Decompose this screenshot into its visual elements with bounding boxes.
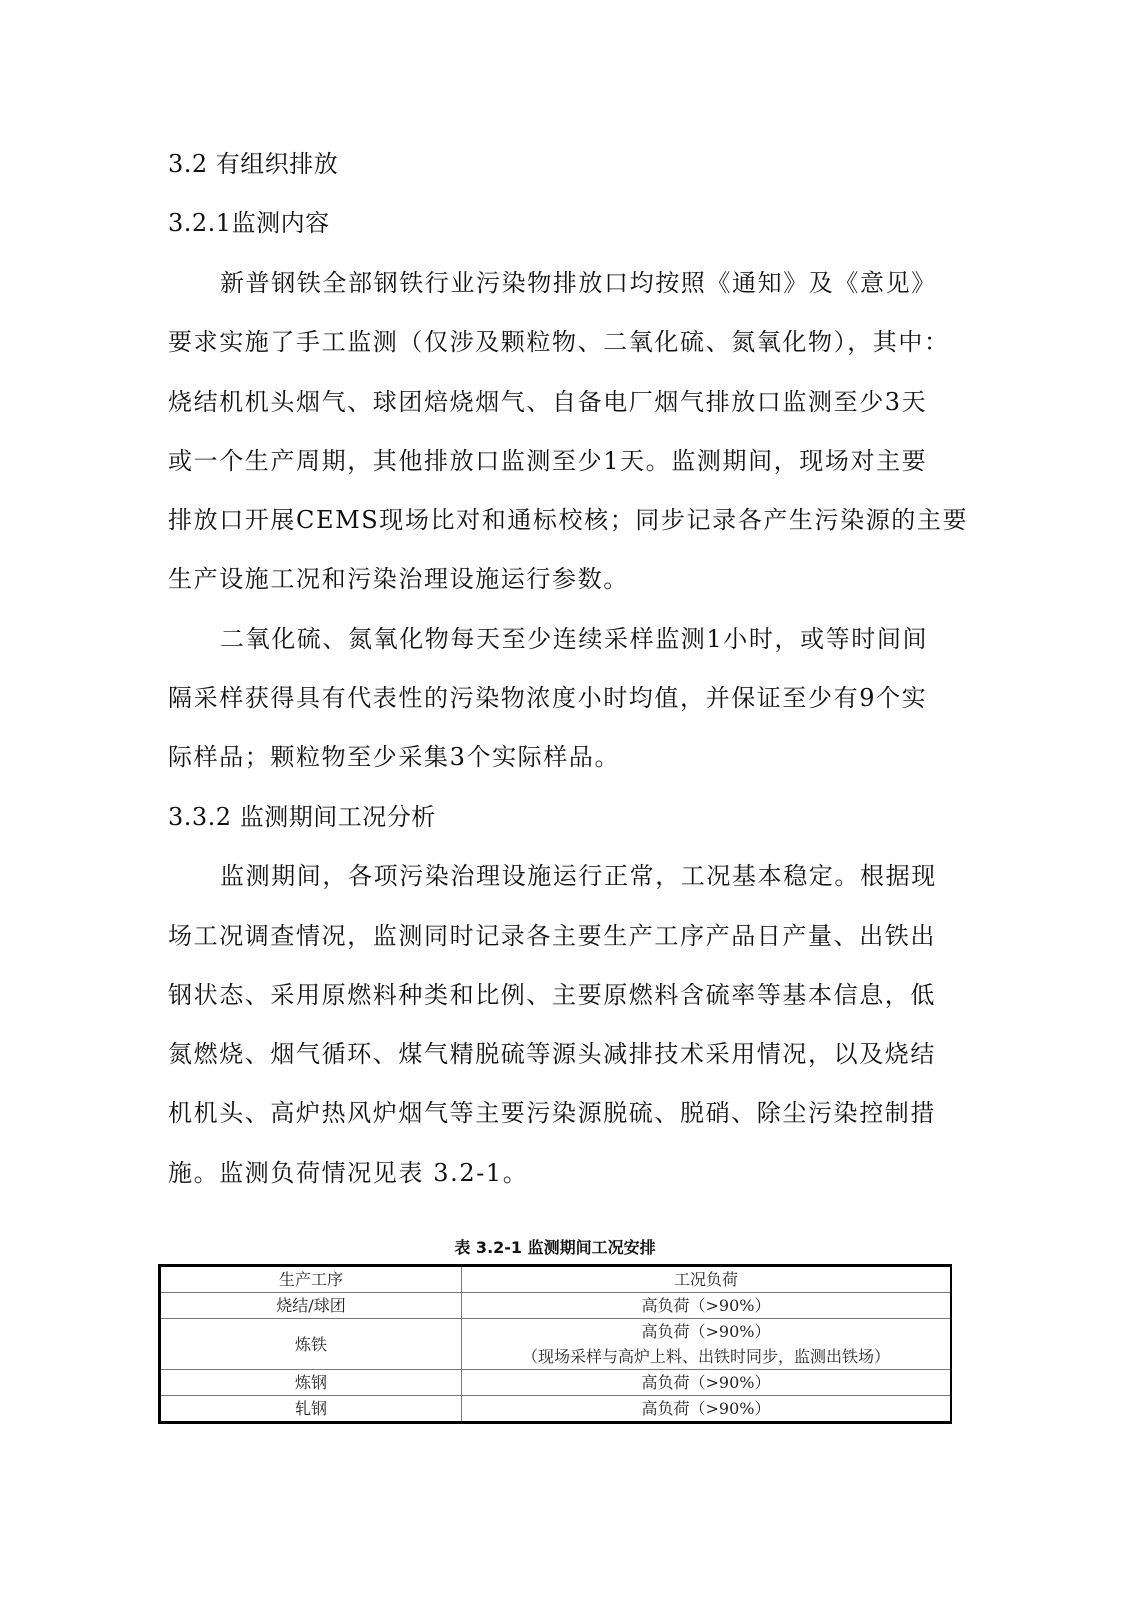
subsection-heading-monitoring-content: 3.2.1监测内容 [168,209,330,237]
paragraph-line: 际样品；颗粒物至少采集3个实际样品。 [168,743,621,771]
table-header-row [160,1266,952,1293]
paragraph-line: 二氧化硫、氮氧化物每天至少连续采样监测1小时，或等时间间 [220,625,929,653]
paragraph-line: 机机头、高炉热风炉烟气等主要污染源脱硫、脱硝、除尘污染控制措 [168,1099,936,1127]
cell-load-with-note [462,1319,952,1370]
cell-process: 烧结/球团 [160,1293,462,1319]
paragraph-line: 氮燃烧、烟气循环、煤气精脱硫等源头减排技术采用情况，以及烧结 [168,1040,936,1068]
table-caption: 表 3.2-1 监测期间工况安排 [454,1238,656,1257]
cell-process: 炼铁 [160,1319,462,1370]
cell-process: 炼钢 [160,1370,462,1396]
table-row [160,1319,952,1370]
header-process: 生产工序 [160,1266,462,1293]
paragraph-line: 隔采样获得具有代表性的污染物浓度小时均值，并保证至少有9个实 [168,684,928,712]
paragraph-line: 场工况调查情况，监测同时记录各主要生产工序产品日产量、出铁出 [168,922,936,950]
table-row [160,1370,952,1396]
section-heading: 3.2 有组织排放 [168,150,339,178]
table-row [160,1396,952,1423]
cell-load: 高负荷（>90%） [462,1293,952,1319]
cell-note: （现场采样与高炉上料、出铁时同步，监测出铁场） [521,1347,890,1366]
paragraph-line: 或一个生产周期，其他排放口监测至少1天。监测期间，现场对主要 [168,447,928,475]
paragraph-line: 新普钢铁全部钢铁行业污染物排放口均按照《通知》及《意见》 [220,269,937,297]
paragraph-line: 要求实施了手工监测（仅涉及颗粒物、二氧化硫、氮氧化物），其中： [168,328,950,356]
working-condition-table [158,1264,952,1424]
paragraph-line: 钢状态、采用原燃料种类和比例、主要原燃料含硫率等基本信息，低 [168,981,936,1009]
header-load: 工况负荷 [462,1266,952,1293]
paragraph-line: 监测期间，各项污染治理设施运行正常，工况基本稳定。根据现 [220,862,937,890]
paragraph-line: 排放口开展CEMS现场比对和通标校核；同步记录各产生污染源的主要 [168,506,969,534]
table-row [160,1293,952,1319]
subsection-heading-condition-analysis: 3.3.2 监测期间工况分析 [168,803,436,831]
paragraph-line: 烧结机机头烟气、球团焙烧烟气、自备电厂烟气排放口监测至少3天 [168,388,928,416]
paragraph-line: 施。监测负荷情况见表 3.2-1。 [168,1159,529,1187]
cell-load: 高负荷（>90%） [462,1370,952,1396]
cell-load: 高负荷（>90%） [641,1322,771,1341]
cell-load: 高负荷（>90%） [462,1396,952,1423]
paragraph-line: 生产设施工况和污染治理设施运行参数。 [168,565,629,593]
cell-process: 轧钢 [160,1396,462,1423]
